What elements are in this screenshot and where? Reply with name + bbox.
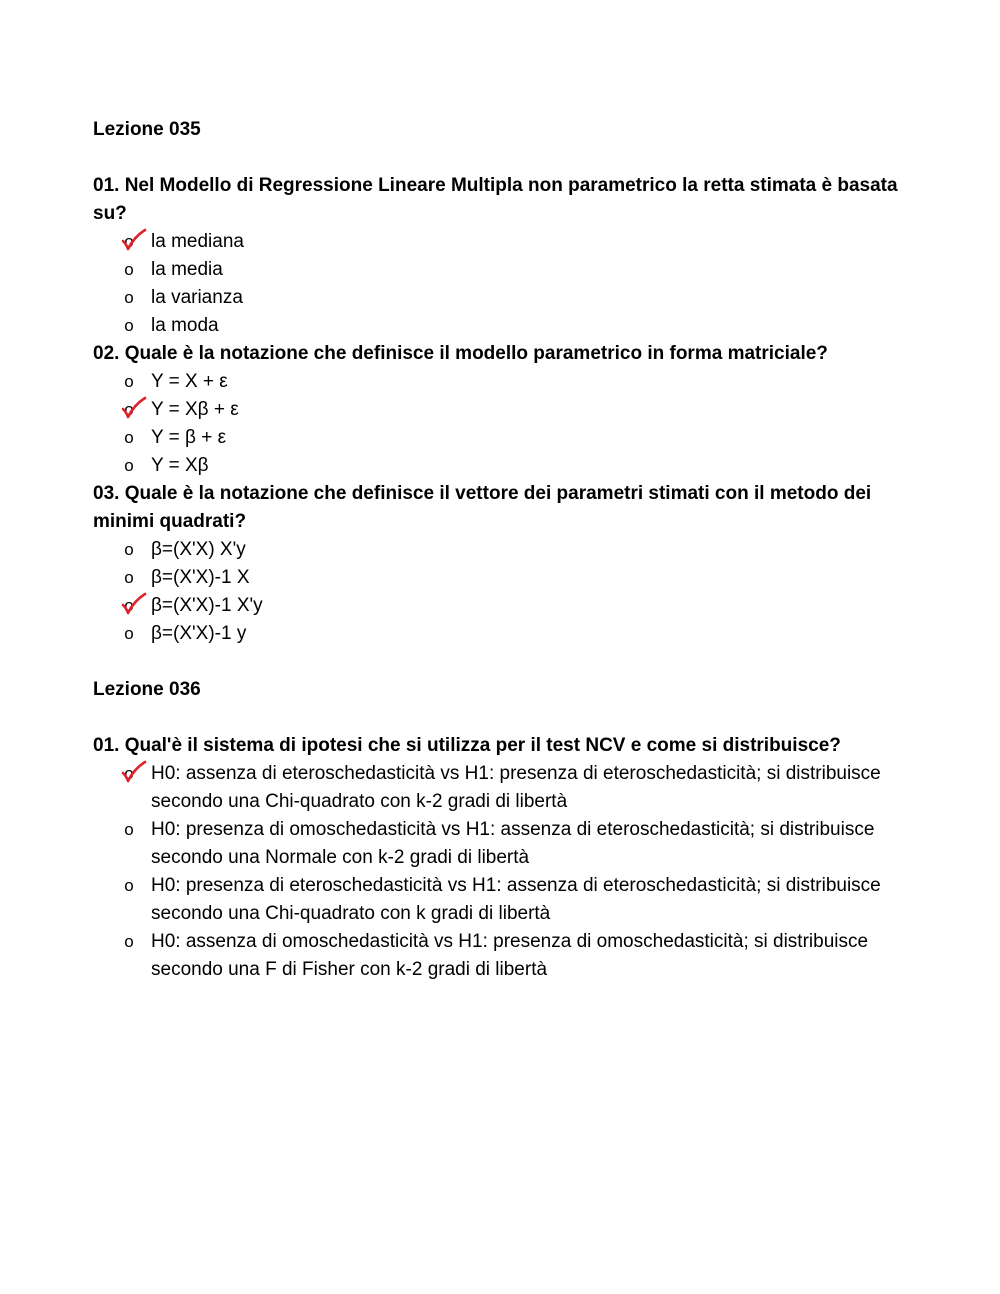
option-text: la varianza <box>151 287 243 308</box>
option-item <box>93 284 903 312</box>
options-list <box>93 368 903 480</box>
checkmark-icon <box>121 396 147 422</box>
options-list <box>93 536 903 648</box>
option-text: Y = β + ε <box>151 427 227 448</box>
option-text: la media <box>151 259 223 280</box>
option-text: β=(X'X)-1 X'y <box>151 595 263 616</box>
bullet-icon: o <box>124 400 134 419</box>
option-item <box>93 536 903 564</box>
bullet-icon: o <box>124 624 134 643</box>
option-text: Y = Xβ <box>151 455 209 476</box>
bullet-icon: o <box>124 260 134 279</box>
document-page <box>93 116 903 984</box>
lesson-036 <box>93 676 903 984</box>
checkmark-stroke <box>123 762 145 781</box>
checkmark-stroke <box>123 398 145 417</box>
checkmark-icon <box>121 592 147 618</box>
option-item <box>93 452 903 480</box>
options-list <box>93 228 903 340</box>
option-text: β=(X'X)-1 y <box>151 623 247 644</box>
bullet-icon: o <box>124 596 134 615</box>
bullet-icon: o <box>124 764 134 783</box>
option-item <box>93 620 903 648</box>
bullet-icon: o <box>124 428 134 447</box>
option-text: Y = X + ε <box>151 371 228 392</box>
bullet-icon: o <box>124 456 134 475</box>
options-list <box>93 760 903 984</box>
bullet-icon: o <box>124 876 134 895</box>
option-item <box>93 816 903 872</box>
option-text: la mediana <box>151 231 244 252</box>
question-text: 01. Nel Modello di Regressione Lineare Multipla non parametrico la retta stimata è basata su? <box>93 175 898 224</box>
bullet-icon: o <box>124 540 134 559</box>
bullet-icon: o <box>124 820 134 839</box>
bullet-icon: o <box>124 232 134 251</box>
bullet-icon: o <box>124 568 134 587</box>
option-text: β=(X'X) X'y <box>151 539 246 560</box>
question-text: 02. Quale è la notazione che definisce il modello parametrico in forma matriciale? <box>93 343 828 364</box>
option-item <box>93 312 903 340</box>
option-item <box>93 760 903 816</box>
option-text: H0: assenza di eteroschedasticità vs H1: presenza di eteroschedasticità; si distribuisce secondo una Chi-quadrato con k-2 gradi di libertà <box>151 763 881 812</box>
checkmark-stroke <box>123 594 145 613</box>
bullet-icon: o <box>124 288 134 307</box>
option-text: H0: assenza di omoschedasticità vs H1: presenza di omoschedasticità; si distribuisce secondo una F di Fisher con k-2 gradi di libertà <box>151 931 869 980</box>
option-text: β=(X'X)-1 X <box>151 567 250 588</box>
option-text: Y = Xβ + ε <box>151 399 239 420</box>
option-text: H0: presenza di omoschedasticità vs H1: assenza di eteroschedasticità; si distribuisce secondo una Normale con k-2 gradi di libertà <box>151 819 875 868</box>
question-01 <box>93 172 903 340</box>
lesson-title: Lezione 035 <box>93 119 201 140</box>
option-item <box>93 368 903 396</box>
bullet-icon: o <box>124 316 134 335</box>
checkmark-icon <box>121 760 147 786</box>
option-text: la moda <box>151 315 219 336</box>
bullet-icon: o <box>124 932 134 951</box>
option-item <box>93 592 903 620</box>
option-item <box>93 872 903 928</box>
option-item <box>93 396 903 424</box>
option-text: H0: presenza di eteroschedasticità vs H1: assenza di eteroschedasticità; si distribuisce secondo una Chi-quadrato con k gradi di libertà <box>151 875 881 924</box>
checkmark-icon <box>121 228 147 254</box>
option-item <box>93 564 903 592</box>
lesson-035 <box>93 116 903 648</box>
option-item <box>93 256 903 284</box>
lesson-title: Lezione 036 <box>93 679 201 700</box>
question-text: 03. Quale è la notazione che definisce il vettore dei parametri stimati con il metodo dei minimi quadrati? <box>93 483 872 532</box>
question-03 <box>93 480 903 648</box>
bullet-icon: o <box>124 372 134 391</box>
option-item <box>93 228 903 256</box>
option-item <box>93 424 903 452</box>
checkmark-stroke <box>123 230 145 249</box>
question-02 <box>93 340 903 480</box>
option-item <box>93 928 903 984</box>
question-01 <box>93 732 903 984</box>
question-text: 01. Qual'è il sistema di ipotesi che si utilizza per il test NCV e come si distribuisce? <box>93 735 841 756</box>
